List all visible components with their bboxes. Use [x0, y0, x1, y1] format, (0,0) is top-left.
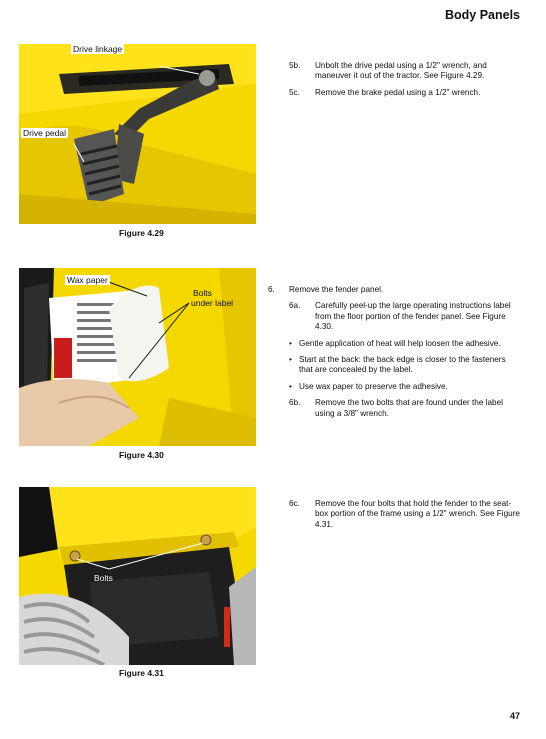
- steps-6: [268, 285, 521, 425]
- bullet-text: Use wax paper to preserve the adhesive.: [299, 381, 448, 391]
- step-number: 5c.: [289, 87, 300, 97]
- step-6c: [289, 499, 521, 530]
- figure-caption: Figure 4.31: [119, 668, 164, 678]
- page-number: 47: [509, 711, 520, 721]
- callout-drive-pedal: Drive pedal: [23, 128, 66, 138]
- step-number: 6a.: [289, 301, 301, 311]
- step-6b: [289, 398, 521, 419]
- step-5c: [289, 88, 521, 98]
- step-text: Remove the two bolts that are found under the label using a 3/8" wrench.: [315, 398, 503, 418]
- bullet-text: Gentle application of heat will help loosen the adhesive.: [299, 338, 501, 348]
- callout-wax-paper: Wax paper: [67, 275, 108, 285]
- step-number: 5b.: [289, 61, 301, 70]
- step-text: Remove the four bolts that hold the fender to the seat-box portion of the frame using a 1/2" wrench. See Figure 4.31.: [315, 499, 520, 529]
- bullet-item: • Use wax paper to preserve the adhesive.: [289, 382, 521, 392]
- steps-5: [289, 61, 521, 104]
- callout-drive-linkage: Drive linkage: [73, 44, 123, 54]
- figure-caption: Figure 4.30: [119, 450, 164, 460]
- step-number: 6c.: [289, 499, 300, 508]
- fender-label-photo-drawing: [19, 268, 256, 446]
- bullet-item: • Gentle application of heat will help loosen the adhesive.: [289, 339, 521, 349]
- step-6: [268, 285, 521, 295]
- callout-bolts: Bolts: [94, 573, 113, 583]
- step-5b: [289, 61, 521, 82]
- bullet-text: Start at the back: the back edge is closer to the fasteners that are concealed by the label.: [299, 355, 506, 375]
- callout-under-label: under label: [191, 298, 234, 308]
- figure-4-31-photo: [19, 487, 256, 665]
- steps-6c: [289, 499, 521, 536]
- page-header-title: Body Panels: [444, 8, 520, 22]
- figure-4-29-photo: [19, 44, 256, 224]
- step-text: Carefully peel-up the large operating instructions label from the floor portion of the fender panel. See Figure 4.30.: [315, 301, 511, 332]
- step-text: Remove the fender panel.: [289, 285, 384, 294]
- fender-bolts-photo-drawing: [19, 487, 256, 665]
- step-number: 6.: [268, 285, 275, 294]
- step-6a: [289, 301, 521, 332]
- callout-bolts: Bolts: [193, 288, 212, 298]
- step-text: Remove the brake pedal using a 1/2" wrench.: [315, 87, 481, 97]
- bullet-item: • Start at the back: the back edge is closer to the fasteners that are concealed by the label.: [289, 355, 521, 376]
- figure-4-30-photo: [19, 268, 256, 446]
- step-number: 6b.: [289, 398, 301, 408]
- step-text: Unbolt the drive pedal using a 1/2" wrench, and maneuver it out of the tractor. See Figure 4.29.: [315, 61, 487, 81]
- figure-caption: Figure 4.29: [119, 228, 164, 238]
